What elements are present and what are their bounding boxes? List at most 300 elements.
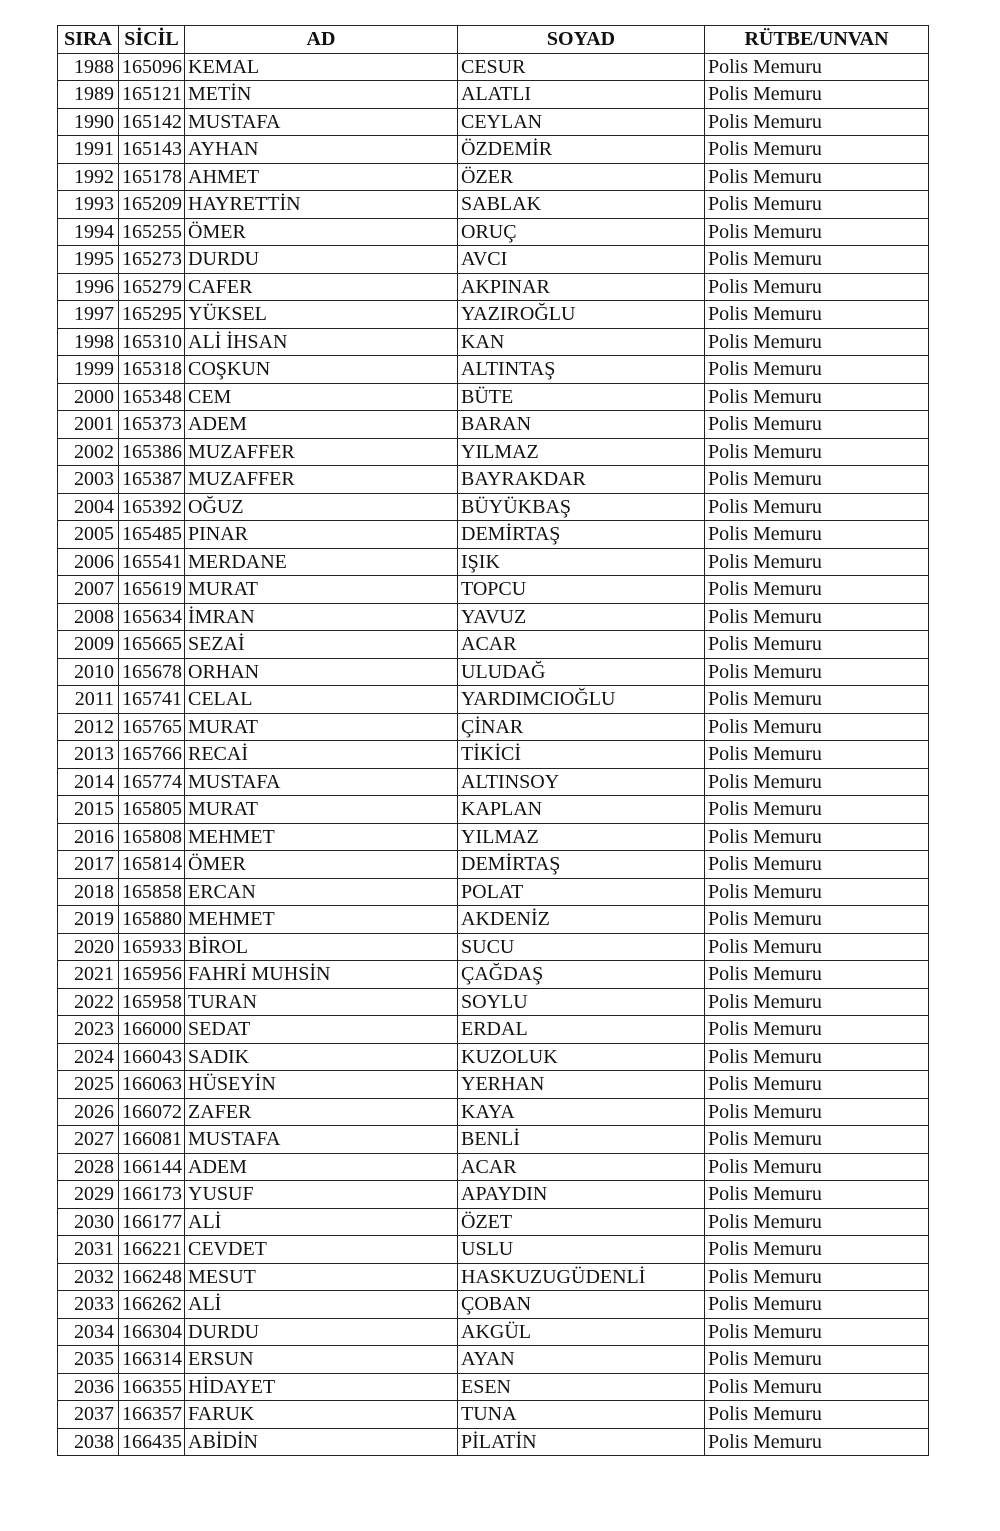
cell-soyad: ERDAL: [458, 1016, 705, 1044]
table-row: [58, 191, 929, 219]
cell-soyad: USLU: [458, 1236, 705, 1264]
cell-rutbe-unvan: Polis Memuru: [705, 851, 929, 879]
cell-sira: 2033: [58, 1291, 119, 1319]
table-row: [58, 466, 929, 494]
cell-ad: ADEM: [185, 1153, 458, 1181]
cell-soyad: IŞIK: [458, 548, 705, 576]
table-row: [58, 796, 929, 824]
cell-soyad: ORUÇ: [458, 218, 705, 246]
cell-rutbe-unvan: Polis Memuru: [705, 1346, 929, 1374]
table-row: [58, 851, 929, 879]
table-row: [58, 163, 929, 191]
cell-soyad: ÖZET: [458, 1208, 705, 1236]
cell-sira: 2036: [58, 1373, 119, 1401]
cell-soyad: ÖZDEMİR: [458, 136, 705, 164]
cell-ad: HAYRETTİN: [185, 191, 458, 219]
cell-sira: 2002: [58, 438, 119, 466]
cell-ad: AYHAN: [185, 136, 458, 164]
cell-ad: CELAL: [185, 686, 458, 714]
table-row: [58, 961, 929, 989]
cell-sicil: 165774: [119, 768, 185, 796]
cell-ad: MURAT: [185, 713, 458, 741]
cell-sira: 1997: [58, 301, 119, 329]
cell-soyad: DEMİRTAŞ: [458, 851, 705, 879]
cell-rutbe-unvan: Polis Memuru: [705, 686, 929, 714]
cell-sicil: 165386: [119, 438, 185, 466]
cell-rutbe-unvan: Polis Memuru: [705, 576, 929, 604]
cell-soyad: SABLAK: [458, 191, 705, 219]
cell-ad: AHMET: [185, 163, 458, 191]
cell-rutbe-unvan: Polis Memuru: [705, 438, 929, 466]
cell-soyad: BARAN: [458, 411, 705, 439]
cell-ad: ZAFER: [185, 1098, 458, 1126]
cell-ad: ORHAN: [185, 658, 458, 686]
cell-rutbe-unvan: Polis Memuru: [705, 1181, 929, 1209]
cell-sira: 2037: [58, 1401, 119, 1429]
cell-soyad: APAYDIN: [458, 1181, 705, 1209]
table-row: [58, 1208, 929, 1236]
cell-sicil: 165279: [119, 273, 185, 301]
table-row: [58, 988, 929, 1016]
cell-rutbe-unvan: Polis Memuru: [705, 961, 929, 989]
cell-sira: 2020: [58, 933, 119, 961]
cell-soyad: YERHAN: [458, 1071, 705, 1099]
cell-ad: HİDAYET: [185, 1373, 458, 1401]
cell-ad: SEZAİ: [185, 631, 458, 659]
cell-sicil: 165310: [119, 328, 185, 356]
cell-sira: 1988: [58, 53, 119, 81]
cell-soyad: ALATLI: [458, 81, 705, 109]
cell-ad: MUSTAFA: [185, 1126, 458, 1154]
cell-ad: ALİ: [185, 1291, 458, 1319]
cell-soyad: AKPINAR: [458, 273, 705, 301]
table-row: [58, 81, 929, 109]
cell-ad: MERDANE: [185, 548, 458, 576]
cell-sicil: 166000: [119, 1016, 185, 1044]
table-row: [58, 1428, 929, 1456]
cell-rutbe-unvan: Polis Memuru: [705, 521, 929, 549]
cell-sira: 2018: [58, 878, 119, 906]
cell-ad: OĞUZ: [185, 493, 458, 521]
cell-rutbe-unvan: Polis Memuru: [705, 1098, 929, 1126]
table-row: [58, 108, 929, 136]
table-row: [58, 906, 929, 934]
cell-sicil: 166221: [119, 1236, 185, 1264]
cell-sira: 2019: [58, 906, 119, 934]
cell-soyad: ÇOBAN: [458, 1291, 705, 1319]
cell-soyad: ÇAĞDAŞ: [458, 961, 705, 989]
cell-soyad: BAYRAKDAR: [458, 466, 705, 494]
cell-ad: ERSUN: [185, 1346, 458, 1374]
cell-rutbe-unvan: Polis Memuru: [705, 246, 929, 274]
cell-sira: 2011: [58, 686, 119, 714]
cell-ad: ÖMER: [185, 218, 458, 246]
cell-ad: MUSTAFA: [185, 108, 458, 136]
table-row: [58, 658, 929, 686]
cell-sira: 1989: [58, 81, 119, 109]
cell-sicil: 166314: [119, 1346, 185, 1374]
cell-sicil: 166043: [119, 1043, 185, 1071]
cell-sira: 2024: [58, 1043, 119, 1071]
cell-sira: 2035: [58, 1346, 119, 1374]
cell-ad: FARUK: [185, 1401, 458, 1429]
cell-sira: 2004: [58, 493, 119, 521]
table-row: [58, 1263, 929, 1291]
cell-ad: CEVDET: [185, 1236, 458, 1264]
table-row: [58, 1153, 929, 1181]
cell-ad: MEHMET: [185, 906, 458, 934]
cell-sicil: 166144: [119, 1153, 185, 1181]
cell-rutbe-unvan: Polis Memuru: [705, 878, 929, 906]
cell-soyad: YAZIROĞLU: [458, 301, 705, 329]
cell-rutbe-unvan: Polis Memuru: [705, 933, 929, 961]
cell-ad: İMRAN: [185, 603, 458, 631]
cell-sira: 1998: [58, 328, 119, 356]
cell-sira: 1993: [58, 191, 119, 219]
table-row: [58, 713, 929, 741]
cell-sira: 2012: [58, 713, 119, 741]
table-row: [58, 741, 929, 769]
cell-sicil: 165318: [119, 356, 185, 384]
table-row: [58, 1098, 929, 1126]
table-row: [58, 878, 929, 906]
cell-sira: 2003: [58, 466, 119, 494]
cell-soyad: AVCI: [458, 246, 705, 274]
cell-sira: 2029: [58, 1181, 119, 1209]
table-row: [58, 823, 929, 851]
cell-sira: 2014: [58, 768, 119, 796]
cell-soyad: ÇİNAR: [458, 713, 705, 741]
column-header-rutbe-unvan: RÜTBE/UNVAN: [705, 26, 929, 54]
cell-sira: 2016: [58, 823, 119, 851]
cell-soyad: POLAT: [458, 878, 705, 906]
cell-rutbe-unvan: Polis Memuru: [705, 273, 929, 301]
table-row: [58, 218, 929, 246]
cell-soyad: KAPLAN: [458, 796, 705, 824]
cell-sira: 2007: [58, 576, 119, 604]
cell-ad: DURDU: [185, 1318, 458, 1346]
cell-sira: 2000: [58, 383, 119, 411]
table-row: [58, 438, 929, 466]
table-row: [58, 1236, 929, 1264]
cell-sicil: 165765: [119, 713, 185, 741]
cell-sira: 1994: [58, 218, 119, 246]
cell-sicil: 165808: [119, 823, 185, 851]
cell-rutbe-unvan: Polis Memuru: [705, 1153, 929, 1181]
cell-sicil: 165178: [119, 163, 185, 191]
cell-soyad: BÜTE: [458, 383, 705, 411]
cell-sicil: 165933: [119, 933, 185, 961]
cell-sira: 1992: [58, 163, 119, 191]
cell-rutbe-unvan: Polis Memuru: [705, 301, 929, 329]
cell-sira: 2009: [58, 631, 119, 659]
cell-rutbe-unvan: Polis Memuru: [705, 548, 929, 576]
cell-ad: MURAT: [185, 576, 458, 604]
cell-soyad: ALTINSOY: [458, 768, 705, 796]
cell-soyad: DEMİRTAŞ: [458, 521, 705, 549]
cell-sira: 2038: [58, 1428, 119, 1456]
cell-soyad: YARDIMCIOĞLU: [458, 686, 705, 714]
cell-sicil: 165143: [119, 136, 185, 164]
table-row: [58, 136, 929, 164]
table-row: [58, 1401, 929, 1429]
cell-ad: FAHRİ MUHSİN: [185, 961, 458, 989]
table-row: [58, 493, 929, 521]
cell-sicil: 166304: [119, 1318, 185, 1346]
cell-rutbe-unvan: Polis Memuru: [705, 768, 929, 796]
cell-ad: ABİDİN: [185, 1428, 458, 1456]
cell-soyad: ACAR: [458, 1153, 705, 1181]
cell-rutbe-unvan: Polis Memuru: [705, 163, 929, 191]
cell-rutbe-unvan: Polis Memuru: [705, 1208, 929, 1236]
cell-soyad: AYAN: [458, 1346, 705, 1374]
cell-sicil: 165766: [119, 741, 185, 769]
cell-ad: KEMAL: [185, 53, 458, 81]
cell-soyad: AKDENİZ: [458, 906, 705, 934]
cell-sicil: 165665: [119, 631, 185, 659]
table-row: [58, 328, 929, 356]
cell-sicil: 165142: [119, 108, 185, 136]
cell-soyad: KAN: [458, 328, 705, 356]
cell-sicil: 165814: [119, 851, 185, 879]
cell-rutbe-unvan: Polis Memuru: [705, 658, 929, 686]
cell-sira: 2031: [58, 1236, 119, 1264]
cell-rutbe-unvan: Polis Memuru: [705, 1263, 929, 1291]
header-row: [58, 26, 929, 54]
cell-sicil: 165373: [119, 411, 185, 439]
cell-sira: 2027: [58, 1126, 119, 1154]
cell-sira: 2023: [58, 1016, 119, 1044]
cell-sira: 2032: [58, 1263, 119, 1291]
cell-sira: 2025: [58, 1071, 119, 1099]
table-row: [58, 411, 929, 439]
table-row: [58, 1181, 929, 1209]
cell-ad: HÜSEYİN: [185, 1071, 458, 1099]
cell-sicil: 166248: [119, 1263, 185, 1291]
cell-rutbe-unvan: Polis Memuru: [705, 713, 929, 741]
cell-sicil: 165485: [119, 521, 185, 549]
cell-sira: 1996: [58, 273, 119, 301]
cell-rutbe-unvan: Polis Memuru: [705, 53, 929, 81]
cell-sicil: 165634: [119, 603, 185, 631]
cell-ad: SADIK: [185, 1043, 458, 1071]
cell-sicil: 166081: [119, 1126, 185, 1154]
cell-rutbe-unvan: Polis Memuru: [705, 823, 929, 851]
cell-ad: PINAR: [185, 521, 458, 549]
cell-rutbe-unvan: Polis Memuru: [705, 1236, 929, 1264]
cell-soyad: PİLATİN: [458, 1428, 705, 1456]
cell-rutbe-unvan: Polis Memuru: [705, 466, 929, 494]
cell-sicil: 165541: [119, 548, 185, 576]
table-row: [58, 1071, 929, 1099]
column-header-soyad: SOYAD: [458, 26, 705, 54]
cell-sicil: 165741: [119, 686, 185, 714]
table-row: [58, 1126, 929, 1154]
cell-sicil: 165387: [119, 466, 185, 494]
cell-ad: ADEM: [185, 411, 458, 439]
cell-sicil: 165273: [119, 246, 185, 274]
cell-rutbe-unvan: Polis Memuru: [705, 1401, 929, 1429]
table-row: [58, 383, 929, 411]
cell-sira: 2028: [58, 1153, 119, 1181]
cell-sira: 2010: [58, 658, 119, 686]
cell-rutbe-unvan: Polis Memuru: [705, 741, 929, 769]
cell-sira: 2017: [58, 851, 119, 879]
cell-ad: ÖMER: [185, 851, 458, 879]
cell-soyad: ACAR: [458, 631, 705, 659]
cell-sira: 2008: [58, 603, 119, 631]
table-row: [58, 1318, 929, 1346]
cell-soyad: YAVUZ: [458, 603, 705, 631]
cell-rutbe-unvan: Polis Memuru: [705, 81, 929, 109]
table-row: [58, 548, 929, 576]
cell-sira: 2021: [58, 961, 119, 989]
cell-soyad: ESEN: [458, 1373, 705, 1401]
cell-sira: 2005: [58, 521, 119, 549]
table-row: [58, 603, 929, 631]
cell-soyad: SUCU: [458, 933, 705, 961]
cell-ad: COŞKUN: [185, 356, 458, 384]
cell-sicil: 165295: [119, 301, 185, 329]
cell-ad: ALİ İHSAN: [185, 328, 458, 356]
cell-rutbe-unvan: Polis Memuru: [705, 1016, 929, 1044]
cell-ad: RECAİ: [185, 741, 458, 769]
cell-soyad: BENLİ: [458, 1126, 705, 1154]
cell-sira: 2022: [58, 988, 119, 1016]
cell-sicil: 165956: [119, 961, 185, 989]
cell-rutbe-unvan: Polis Memuru: [705, 218, 929, 246]
cell-sira: 2013: [58, 741, 119, 769]
table-row: [58, 1373, 929, 1401]
table-row: [58, 576, 929, 604]
cell-sira: 2001: [58, 411, 119, 439]
cell-sicil: 166063: [119, 1071, 185, 1099]
column-header-ad: AD: [185, 26, 458, 54]
cell-rutbe-unvan: Polis Memuru: [705, 108, 929, 136]
column-header-sicil: SİCİL: [119, 26, 185, 54]
cell-soyad: TUNA: [458, 1401, 705, 1429]
table-row: [58, 1016, 929, 1044]
table-row: [58, 1291, 929, 1319]
cell-ad: ERCAN: [185, 878, 458, 906]
cell-ad: BİROL: [185, 933, 458, 961]
cell-soyad: CEYLAN: [458, 108, 705, 136]
cell-ad: MUZAFFER: [185, 438, 458, 466]
cell-sira: 2034: [58, 1318, 119, 1346]
cell-rutbe-unvan: Polis Memuru: [705, 1291, 929, 1319]
cell-sicil: 166072: [119, 1098, 185, 1126]
cell-ad: MEHMET: [185, 823, 458, 851]
cell-rutbe-unvan: Polis Memuru: [705, 191, 929, 219]
cell-ad: TURAN: [185, 988, 458, 1016]
cell-ad: METİN: [185, 81, 458, 109]
cell-sicil: 165858: [119, 878, 185, 906]
cell-sicil: 165209: [119, 191, 185, 219]
cell-rutbe-unvan: Polis Memuru: [705, 1428, 929, 1456]
cell-rutbe-unvan: Polis Memuru: [705, 328, 929, 356]
cell-rutbe-unvan: Polis Memuru: [705, 136, 929, 164]
cell-sicil: 165255: [119, 218, 185, 246]
cell-sicil: 165958: [119, 988, 185, 1016]
cell-sira: 2030: [58, 1208, 119, 1236]
cell-sicil: 165392: [119, 493, 185, 521]
cell-soyad: TİKİCİ: [458, 741, 705, 769]
cell-rutbe-unvan: Polis Memuru: [705, 1071, 929, 1099]
cell-rutbe-unvan: Polis Memuru: [705, 603, 929, 631]
cell-soyad: KUZOLUK: [458, 1043, 705, 1071]
cell-sicil: 166355: [119, 1373, 185, 1401]
cell-soyad: CESUR: [458, 53, 705, 81]
cell-sicil: 166173: [119, 1181, 185, 1209]
table-row: [58, 933, 929, 961]
cell-rutbe-unvan: Polis Memuru: [705, 411, 929, 439]
cell-rutbe-unvan: Polis Memuru: [705, 383, 929, 411]
cell-sicil: 165880: [119, 906, 185, 934]
cell-rutbe-unvan: Polis Memuru: [705, 356, 929, 384]
cell-sicil: 165678: [119, 658, 185, 686]
cell-sicil: 165619: [119, 576, 185, 604]
column-header-sira: SIRA: [58, 26, 119, 54]
cell-soyad: AKGÜL: [458, 1318, 705, 1346]
cell-soyad: ÖZER: [458, 163, 705, 191]
table-row: [58, 53, 929, 81]
table-row: [58, 273, 929, 301]
cell-sira: 1995: [58, 246, 119, 274]
cell-rutbe-unvan: Polis Memuru: [705, 796, 929, 824]
cell-rutbe-unvan: Polis Memuru: [705, 631, 929, 659]
table-row: [58, 1043, 929, 1071]
cell-sicil: 166262: [119, 1291, 185, 1319]
cell-ad: CAFER: [185, 273, 458, 301]
cell-sicil: 166177: [119, 1208, 185, 1236]
cell-rutbe-unvan: Polis Memuru: [705, 1318, 929, 1346]
cell-rutbe-unvan: Polis Memuru: [705, 1373, 929, 1401]
cell-rutbe-unvan: Polis Memuru: [705, 988, 929, 1016]
cell-rutbe-unvan: Polis Memuru: [705, 1126, 929, 1154]
cell-soyad: ALTINTAŞ: [458, 356, 705, 384]
cell-ad: SEDAT: [185, 1016, 458, 1044]
cell-ad: DURDU: [185, 246, 458, 274]
cell-soyad: YILMAZ: [458, 438, 705, 466]
cell-sira: 2026: [58, 1098, 119, 1126]
cell-ad: YÜKSEL: [185, 301, 458, 329]
personnel-table: [57, 25, 929, 1456]
cell-rutbe-unvan: Polis Memuru: [705, 906, 929, 934]
cell-ad: YUSUF: [185, 1181, 458, 1209]
table-body: [58, 53, 929, 1456]
cell-ad: CEM: [185, 383, 458, 411]
table-row: [58, 631, 929, 659]
cell-soyad: BÜYÜKBAŞ: [458, 493, 705, 521]
cell-ad: MURAT: [185, 796, 458, 824]
cell-soyad: SOYLU: [458, 988, 705, 1016]
cell-soyad: ULUDAĞ: [458, 658, 705, 686]
cell-sicil: 166357: [119, 1401, 185, 1429]
cell-ad: MUZAFFER: [185, 466, 458, 494]
cell-ad: MUSTAFA: [185, 768, 458, 796]
table-row: [58, 301, 929, 329]
cell-ad: ALİ: [185, 1208, 458, 1236]
cell-sira: 2015: [58, 796, 119, 824]
cell-rutbe-unvan: Polis Memuru: [705, 1043, 929, 1071]
cell-sicil: 165096: [119, 53, 185, 81]
cell-ad: MESUT: [185, 1263, 458, 1291]
cell-sira: 1999: [58, 356, 119, 384]
table-row: [58, 686, 929, 714]
cell-soyad: KAYA: [458, 1098, 705, 1126]
table-row: [58, 768, 929, 796]
cell-rutbe-unvan: Polis Memuru: [705, 493, 929, 521]
